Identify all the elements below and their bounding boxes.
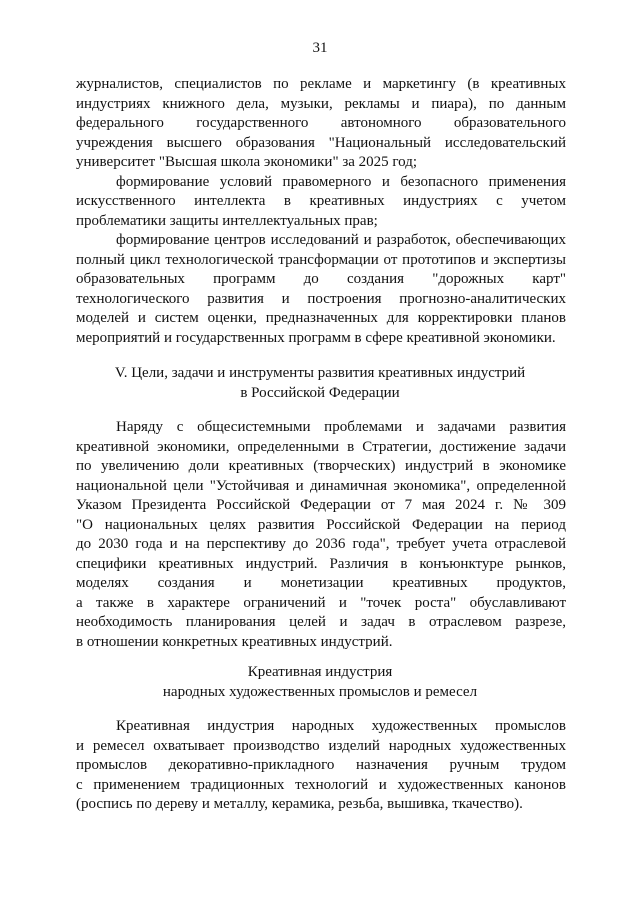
paragraph-line: и ремесел охватывает производство изделий народных художественных — [76, 737, 566, 754]
paragraph-line: формирование условий правомерного и безопасного применения — [116, 173, 566, 190]
paragraph-line: специфики креативных индустрий. Различия в конъюнктуре рынков, — [76, 555, 566, 572]
paragraph-line: в отношении конкретных креативных индустрий. — [76, 633, 393, 650]
paragraph-line: искусственного интеллекта в креативных индустриях с учетом — [76, 193, 566, 209]
paragraph-line: индустриях книжного дела, музыки, рекламы и пиара), по данным — [76, 95, 566, 112]
paragraph-line: университет "Высшая школа экономики" за 2025 год; — [76, 154, 418, 170]
paragraph-line: образовательных программ до создания "дорожных карт" — [76, 271, 566, 287]
paragraph-line: а также в характере ограничений и "точек роста" обуславливают — [76, 594, 566, 611]
paragraph-4 — [76, 418, 566, 652]
paragraph-line: учреждения высшего образования "Национальный исследовательский — [76, 134, 566, 151]
paragraph-line: Наряду с общесистемными проблемами и задачами развития — [116, 419, 566, 435]
heading-line: Креативная индустрия — [247, 664, 393, 680]
paragraph-line: технологического развития и построения прогнозно-аналитических — [76, 290, 566, 307]
page-number: 31 — [312, 40, 328, 56]
paragraph-line: формирование центров исследований и разработок, обеспечивающих — [116, 232, 566, 248]
paragraph-line: промыслов декоративно-прикладного назначения ручным трудом — [76, 757, 566, 773]
subsection-heading — [0, 663, 640, 702]
paragraph-line: мероприятий и государственных программ в сфере креативной экономики. — [76, 329, 556, 346]
paragraph-line: с применением традиционных технологий и художественных канонов — [76, 776, 566, 793]
paragraph-2 — [76, 173, 566, 232]
heading-line: V. Цели, задачи и инструменты развития креативных индустрий — [114, 365, 526, 381]
paragraph-line: Креативная индустрия народных художественных промыслов — [116, 718, 566, 734]
paragraph-line: "О национальных целях развития Российской Федерации на период — [76, 516, 566, 533]
paragraph-line: полный цикл технологической трансформации от прототипов и экспертизы — [76, 251, 566, 268]
paragraph-line: федерального государственного автономного образовательного — [76, 115, 566, 131]
paragraph-line: по увеличению доли креативных (творческих) индустрий в экономике — [76, 458, 566, 474]
paragraph-line: Указом Президента Российской Федерации от 7 мая 2024 г. № 309 — [76, 497, 566, 513]
paragraph-line: креативной экономики, определенными в Стратегии, достижение задачи — [76, 438, 566, 455]
paragraph-1 — [76, 75, 566, 173]
paragraph-5 — [76, 717, 566, 815]
paragraph-line: проблематики защиты интеллектуальных прав; — [76, 212, 378, 229]
paragraph-line: (роспись по дереву и металлу, керамика, резьба, вышивка, ткачество). — [76, 796, 523, 812]
paragraph-3 — [76, 231, 566, 348]
heading-line: в Российской Федерации — [240, 384, 400, 401]
paragraph-line: журналистов, специалистов по рекламе и маркетингу (в креативных — [76, 76, 566, 92]
paragraph-line: моделях создания и монетизации креативных продуктов, — [76, 575, 566, 591]
paragraph-line: необходимость планирования целей и задач в отраслевом разрезе, — [76, 614, 566, 630]
section-heading-v — [0, 364, 640, 403]
paragraph-line: до 2030 года и на перспективу до 2036 года", требует учета отраслевой — [76, 536, 566, 552]
paragraph-line: национальной цели "Устойчивая и динамичная экономика", определенной — [76, 477, 566, 494]
heading-line: народных художественных промыслов и ремесел — [162, 683, 478, 700]
paragraph-line: моделей и систем оценки, предназначенных для корректировки планов — [76, 310, 566, 326]
